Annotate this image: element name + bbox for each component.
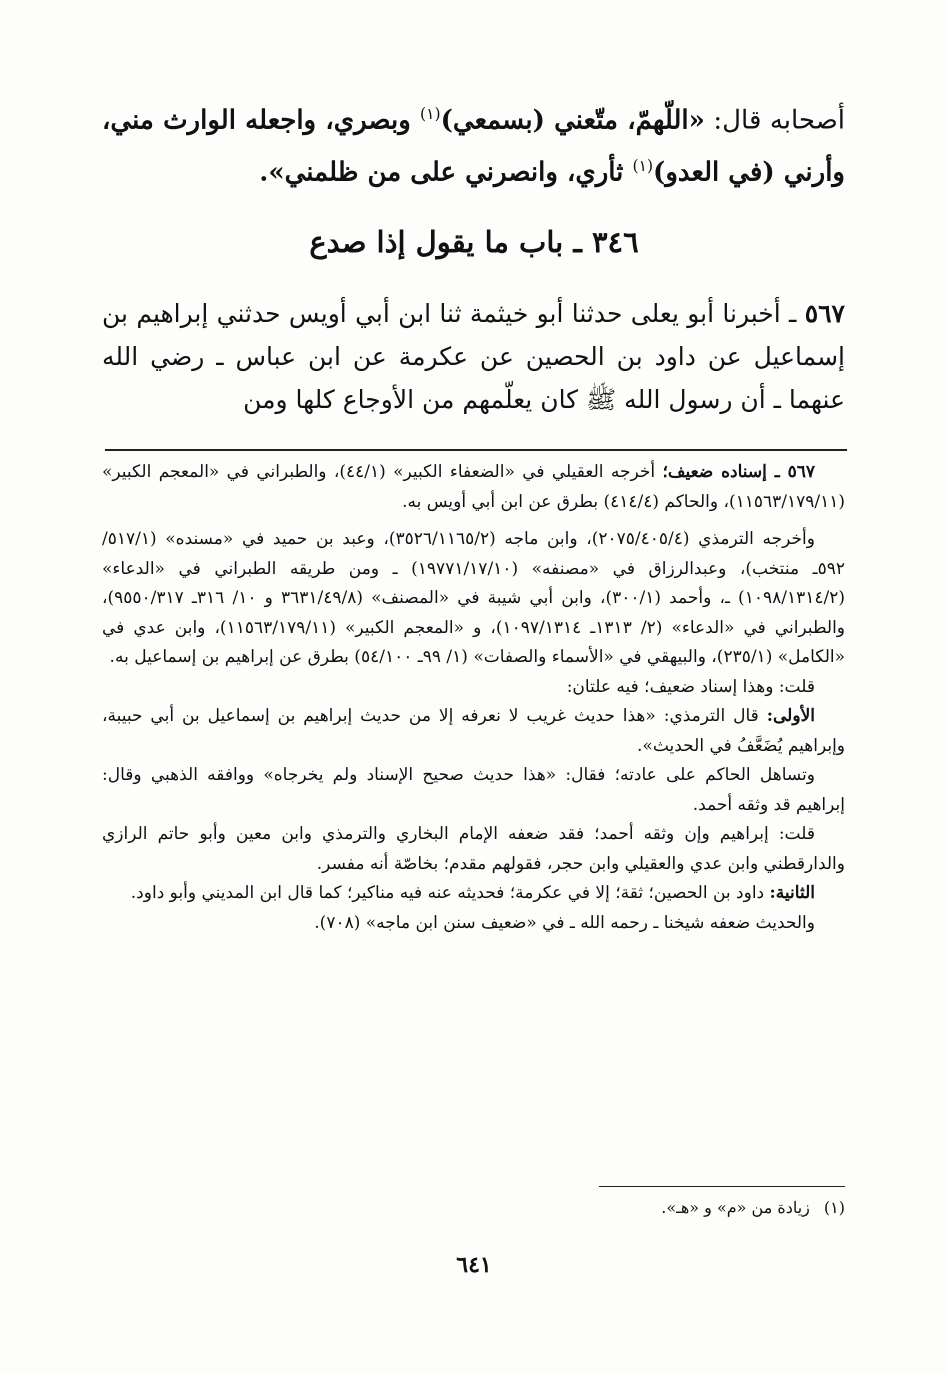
second-defect-label: الثانية: [769,883,815,903]
first-defect-label: الأولى: [766,706,815,726]
note-paragraph-6: قلت: إبراهيم وإن وثقه أحمد؛ فقد ضعفه الإمام البخاري والترمذي وابن معين وأبو حاتم الرازي والدارقطني وابن عدي والعقيلي وابن حجر، فقولهم مقدم؛ بخاصّة أنه مفسر. [102,824,845,874]
note-paragraph-2: وأخرجه الترمذي (٢٠٧٥/٤٠٥/٤)، وابن ماجه (٣٥٢٦/١١٦٥/٢)، وعبد بن حميد في «مسنده» (٥١٧/١/ ٥٩٢ـ منتخب)، وعبدالرزاق في «مصنفه» (١٩٧٧١/١٧/١٠) ـ ومن طريقه الطبراني في «الدعاء» (١٠٩٨/١٣١٤/٢) ـ، وأحمد (٣٠٠/١)، وابن أبي شيبة في «المصنف» (٣٦٣١/٤٩/٨ و ١٠/ ٣١٦ـ ٩٥٥٠/٣١٧)، والطبراني في «الدعاء» (٢/ ١٣١٣ـ ١٠٩٧/١٣١٤)، و «المعجم الكبير» (١١٥٦٣/١٧٩/١١)، وابن عدي في «الكامل» (٢٣٥/١)، والبيهقي في «الأسماء والصفات» (١/ ٩٩ـ ٥٤/١٠٠) بطرق عن إبراهيم بن إسماعيل به. [102,529,845,667]
second-defect-text: داود بن الحصين؛ ثقة؛ إلا في عكرمة؛ فحديثه عنه فيه مناكير؛ كما قال ابن المديني وأبو داود. [130,883,770,903]
note-text-1: أخرجه العقيلي في «الضعفاء الكبير» (٤٤/١)، والطبراني في «المعجم الكبير» (١١٥٦٣/١٧٩/١١)، والحاكم (٤١٤/٤) بطرق عن ابن أبي أويس به. [102,462,845,512]
notes-section [102,458,845,938]
note-paragraph-8: والحديث ضعفه شيخنا ـ رحمه الله ـ في «ضعيف سنن ابن ماجه» (٧٠٨). [314,912,815,933]
footnote-ref-1: (١) [420,105,441,123]
note-paragraph-3: قلت: وهذا إسناد ضعيف؛ فيه علتان: [566,676,815,697]
chapter-heading: ٣٤٦ ـ باب ما يقول إذا صدع [309,225,639,259]
notes-divider [105,449,847,451]
dua-quote-start: «اللّهمّ، متّعني (بسمعي) [440,105,705,136]
footnote-ref-2: (١) [632,156,654,175]
dua-quote-end: ثأري، وانصرني على من ظلمني». [259,157,633,188]
top-paragraph [102,92,845,195]
top-paragraph-lead: أصحابه قال: [713,105,846,136]
footnote-text: زيادة من «م» و «هـ». [661,1198,810,1217]
hadith-number: ٥٦٧ [804,299,845,328]
first-defect-text: قال الترمذي: «هذا حديث غريب لا نعرفه إلا من حديث إبراهيم بن إسماعيل بن أبي حبيبة، وإبراهيم يُضَعَّفُ في الحديث». [102,706,845,756]
footnote [661,1198,845,1217]
page-number: ٦٤١ [456,1252,492,1278]
note-paragraph-7 [102,879,845,909]
hadith-paragraph [102,292,845,421]
note-hadith-number: ٥٦٧ [787,462,815,482]
footnote-number: (١) [823,1198,845,1217]
note-paragraph-1 [102,458,845,517]
note-grading: ـ إسناده ضعيف؛ [662,462,788,482]
note-paragraph-4 [102,702,845,761]
footnote-divider [599,1186,845,1187]
dua-quote-middle: وبصري، واجعله الوارث مني، وأرني (في العدو) [102,105,845,188]
note-paragraph-5: وتساهل الحاكم على عادته؛ فقال: «هذا حديث صحيح الإسناد ولم يخرجاه» ووافقه الذهبي وقال: إبراهيم قد وثقه أحمد. [102,765,845,815]
hadith-text: ـ أخبرنا أبو يعلى حدثنا أبو خيثمة ثنا ابن أبي أويس حدثني إبراهيم بن إسماعيل عن داود بن الحصين عن عكرمة عن ابن عباس ـ رضي الله عنهما ـ أن رسول الله ﷺ كان يعلّمهم من الأوجاع كلها ومن [102,299,845,414]
